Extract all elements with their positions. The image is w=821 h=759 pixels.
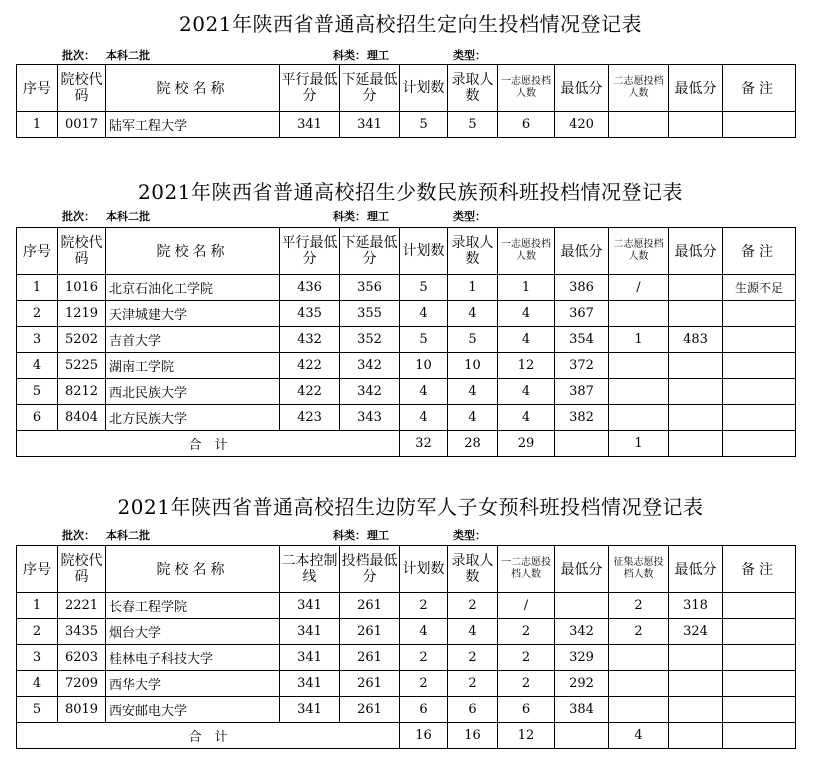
score-a-cell: 341 — [280, 619, 340, 645]
plan-cell: 5 — [400, 327, 448, 353]
school-name-cell: 西安邮电大学 — [106, 697, 280, 723]
total-min-score-2 — [669, 431, 723, 457]
subject-label: 科类： — [333, 210, 366, 223]
column-header-note: 备注 — [723, 65, 796, 112]
code-cell: 5202 — [58, 327, 106, 353]
school-name-cell: 陆军工程大学 — [106, 112, 280, 138]
min-score-1-cell: 342 — [555, 619, 609, 645]
admit-cell: 6 — [448, 697, 498, 723]
first-choice-cell: 2 — [498, 671, 555, 697]
score-b-cell: 352 — [340, 327, 400, 353]
column-header-admit: 录取人数 — [448, 65, 498, 112]
school-name-cell: 西北民族大学 — [106, 379, 280, 405]
code-cell: 2221 — [58, 593, 106, 619]
column-header-plan: 计划数 — [400, 228, 448, 275]
min-score-2-cell — [669, 671, 723, 697]
code-cell: 1016 — [58, 275, 106, 301]
plan-cell: 2 — [400, 671, 448, 697]
total-first-choice: 29 — [498, 431, 555, 457]
type-label: 类型： — [453, 49, 486, 62]
column-header-second: 二志愿投档人数 — [609, 65, 669, 112]
min-score-2-cell: 324 — [669, 619, 723, 645]
note-cell — [723, 671, 796, 697]
min-score-1-cell — [555, 593, 609, 619]
seq-cell: 4 — [17, 671, 58, 697]
min-score-2-cell — [669, 405, 723, 431]
min-score-1-cell: 386 — [555, 275, 609, 301]
batch-label: 批次： — [62, 529, 95, 542]
min-score-1-cell: 292 — [555, 671, 609, 697]
admit-cell: 4 — [448, 619, 498, 645]
column-header-seq: 序号 — [17, 65, 58, 112]
admit-cell: 2 — [448, 671, 498, 697]
batch-value: 本科二批 — [106, 529, 150, 542]
subject-label: 科类： — [333, 49, 366, 62]
column-header-second: 二志愿投档人数 — [609, 228, 669, 275]
total-label: 合 计 — [17, 723, 400, 749]
plan-cell: 2 — [400, 645, 448, 671]
subject-value: 理工 — [367, 529, 389, 542]
min-score-2-cell: 483 — [669, 327, 723, 353]
plan-cell: 6 — [400, 697, 448, 723]
table-title: 2021年陕西省普通高校招生定向生投档情况登记表 — [179, 12, 642, 36]
school-name-cell: 天津城建大学 — [106, 301, 280, 327]
seq-cell: 3 — [17, 327, 58, 353]
admit-cell: 4 — [448, 405, 498, 431]
table-title: 2021年陕西省普通高校招生边防军人子女预科班投档情况登记表 — [117, 495, 704, 519]
plan-cell: 4 — [400, 379, 448, 405]
admission-table — [16, 227, 796, 457]
code-cell: 6203 — [58, 645, 106, 671]
plan-cell: 10 — [400, 353, 448, 379]
admit-cell: 4 — [448, 379, 498, 405]
column-header-code: 院校代码 — [58, 228, 106, 275]
score-b-cell: 261 — [340, 619, 400, 645]
column-header-c4: 平行最低分 — [280, 228, 340, 275]
column-header-plan: 计划数 — [400, 546, 448, 593]
subject-label: 科类： — [333, 529, 366, 542]
total-note — [723, 431, 796, 457]
admit-cell: 5 — [448, 327, 498, 353]
min-score-2-cell — [669, 275, 723, 301]
admission-table — [16, 64, 796, 138]
total-note — [723, 723, 796, 749]
seq-cell: 1 — [17, 275, 58, 301]
code-cell: 5225 — [58, 353, 106, 379]
total-min-score-2 — [669, 723, 723, 749]
note-cell — [723, 619, 796, 645]
note-cell — [723, 645, 796, 671]
table-row — [17, 645, 796, 671]
code-cell: 8019 — [58, 697, 106, 723]
column-header-name: 院校名称 — [106, 228, 280, 275]
second-choice-cell — [609, 301, 669, 327]
seq-cell: 1 — [17, 593, 58, 619]
seq-cell: 4 — [17, 353, 58, 379]
admit-cell: 5 — [448, 112, 498, 138]
score-b-cell: 261 — [340, 593, 400, 619]
column-header-plan: 计划数 — [400, 65, 448, 112]
min-score-2-cell — [669, 301, 723, 327]
table-title: 2021年陕西省普通高校招生少数民族预科班投档情况登记表 — [138, 180, 683, 204]
seq-cell: 3 — [17, 645, 58, 671]
total-first-choice: 12 — [498, 723, 555, 749]
plan-cell: 5 — [400, 112, 448, 138]
score-a-cell: 423 — [280, 405, 340, 431]
score-b-cell: 343 — [340, 405, 400, 431]
total-row — [17, 431, 796, 457]
admission-table — [16, 545, 796, 749]
score-b-cell: 342 — [340, 353, 400, 379]
column-header-note: 备注 — [723, 228, 796, 275]
min-score-2-cell — [669, 112, 723, 138]
score-a-cell: 422 — [280, 379, 340, 405]
total-admit: 28 — [448, 431, 498, 457]
admit-cell: 2 — [448, 593, 498, 619]
header-row — [17, 228, 796, 275]
seq-cell: 5 — [17, 697, 58, 723]
first-choice-cell: 6 — [498, 697, 555, 723]
second-choice-cell — [609, 353, 669, 379]
table-row — [17, 301, 796, 327]
code-cell: 3435 — [58, 619, 106, 645]
note-cell — [723, 593, 796, 619]
first-choice-cell: 2 — [498, 645, 555, 671]
seq-cell: 5 — [17, 379, 58, 405]
table-row — [17, 593, 796, 619]
second-choice-cell — [609, 405, 669, 431]
school-name-cell: 北方民族大学 — [106, 405, 280, 431]
column-header-c4: 二本控制线 — [280, 546, 340, 593]
note-cell — [723, 112, 796, 138]
table-row — [17, 353, 796, 379]
subject-value: 理工 — [367, 210, 389, 223]
total-label: 合 计 — [17, 431, 400, 457]
min-score-2-cell: 318 — [669, 593, 723, 619]
plan-cell: 4 — [400, 301, 448, 327]
min-score-1-cell: 367 — [555, 301, 609, 327]
column-header-min1: 最低分 — [555, 65, 609, 112]
seq-cell: 2 — [17, 619, 58, 645]
code-cell: 0017 — [58, 112, 106, 138]
admit-cell: 10 — [448, 353, 498, 379]
table-row — [17, 327, 796, 353]
min-score-2-cell — [669, 353, 723, 379]
batch-value: 本科二批 — [106, 210, 150, 223]
school-name-cell: 烟台大学 — [106, 619, 280, 645]
column-header-c5: 投档最低分 — [340, 546, 400, 593]
total-second-choice: 1 — [609, 431, 669, 457]
score-a-cell: 432 — [280, 327, 340, 353]
column-header-note: 备注 — [723, 546, 796, 593]
second-choice-cell — [609, 379, 669, 405]
total-plan: 16 — [400, 723, 448, 749]
code-cell: 1219 — [58, 301, 106, 327]
score-b-cell: 261 — [340, 645, 400, 671]
plan-cell: 2 — [400, 593, 448, 619]
score-a-cell: 435 — [280, 301, 340, 327]
code-cell: 8404 — [58, 405, 106, 431]
admit-cell: 4 — [448, 301, 498, 327]
note-cell — [723, 697, 796, 723]
table-row — [17, 379, 796, 405]
second-choice-cell — [609, 112, 669, 138]
note-cell — [723, 353, 796, 379]
header-row — [17, 65, 796, 112]
column-header-seq: 序号 — [17, 546, 58, 593]
seq-cell: 1 — [17, 112, 58, 138]
second-choice-cell: 2 — [609, 619, 669, 645]
first-choice-cell: 1 — [498, 275, 555, 301]
score-b-cell: 356 — [340, 275, 400, 301]
score-a-cell: 436 — [280, 275, 340, 301]
score-b-cell: 341 — [340, 112, 400, 138]
note-cell — [723, 379, 796, 405]
first-choice-cell: / — [498, 593, 555, 619]
second-choice-cell — [609, 671, 669, 697]
total-min-score-1 — [555, 723, 609, 749]
first-choice-cell: 4 — [498, 405, 555, 431]
column-header-min2: 最低分 — [669, 546, 723, 593]
column-header-second: 征集志愿投档人数 — [609, 546, 669, 593]
school-name-cell: 北京石油化工学院 — [106, 275, 280, 301]
score-b-cell: 261 — [340, 671, 400, 697]
second-choice-cell: 2 — [609, 593, 669, 619]
score-a-cell: 422 — [280, 353, 340, 379]
admit-cell: 2 — [448, 645, 498, 671]
second-choice-cell — [609, 645, 669, 671]
note-cell — [723, 301, 796, 327]
score-b-cell: 342 — [340, 379, 400, 405]
total-min-score-1 — [555, 431, 609, 457]
school-name-cell: 湖南工学院 — [106, 353, 280, 379]
column-header-admit: 录取人数 — [448, 546, 498, 593]
min-score-1-cell: 372 — [555, 353, 609, 379]
column-header-min1: 最低分 — [555, 546, 609, 593]
school-name-cell: 桂林电子科技大学 — [106, 645, 280, 671]
min-score-1-cell: 420 — [555, 112, 609, 138]
total-admit: 16 — [448, 723, 498, 749]
column-header-c5: 下延最低分 — [340, 228, 400, 275]
score-a-cell: 341 — [280, 697, 340, 723]
min-score-1-cell: 354 — [555, 327, 609, 353]
table-row — [17, 697, 796, 723]
column-header-min1: 最低分 — [555, 228, 609, 275]
column-header-c4: 平行最低分 — [280, 65, 340, 112]
score-b-cell: 261 — [340, 697, 400, 723]
school-name-cell: 长春工程学院 — [106, 593, 280, 619]
column-header-admit: 录取人数 — [448, 228, 498, 275]
column-header-first: 一二志愿投档人数 — [498, 546, 555, 593]
first-choice-cell: 4 — [498, 379, 555, 405]
score-a-cell: 341 — [280, 112, 340, 138]
second-choice-cell — [609, 697, 669, 723]
column-header-c5: 下延最低分 — [340, 65, 400, 112]
table-row — [17, 112, 796, 138]
note-cell: 生源不足 — [723, 275, 796, 301]
table-row — [17, 619, 796, 645]
header-row — [17, 546, 796, 593]
column-header-code: 院校代码 — [58, 65, 106, 112]
plan-cell: 5 — [400, 275, 448, 301]
min-score-1-cell: 384 — [555, 697, 609, 723]
batch-label: 批次： — [62, 210, 95, 223]
column-header-min2: 最低分 — [669, 228, 723, 275]
min-score-1-cell: 382 — [555, 405, 609, 431]
second-choice-cell: / — [609, 275, 669, 301]
column-header-min2: 最低分 — [669, 65, 723, 112]
code-cell: 7209 — [58, 671, 106, 697]
column-header-name: 院校名称 — [106, 65, 280, 112]
min-score-1-cell: 329 — [555, 645, 609, 671]
batch-label: 批次： — [62, 49, 95, 62]
total-plan: 32 — [400, 431, 448, 457]
first-choice-cell: 12 — [498, 353, 555, 379]
min-score-2-cell — [669, 379, 723, 405]
column-header-name: 院校名称 — [106, 546, 280, 593]
type-label: 类型： — [453, 529, 486, 542]
min-score-2-cell — [669, 645, 723, 671]
table-row — [17, 671, 796, 697]
table-row — [17, 275, 796, 301]
school-name-cell: 吉首大学 — [106, 327, 280, 353]
batch-value: 本科二批 — [106, 49, 150, 62]
code-cell: 8212 — [58, 379, 106, 405]
type-label: 类型： — [453, 210, 486, 223]
column-header-seq: 序号 — [17, 228, 58, 275]
score-b-cell: 355 — [340, 301, 400, 327]
second-choice-cell: 1 — [609, 327, 669, 353]
first-choice-cell: 4 — [498, 301, 555, 327]
column-header-first: 一志愿投档人数 — [498, 228, 555, 275]
first-choice-cell: 2 — [498, 619, 555, 645]
school-name-cell: 西华大学 — [106, 671, 280, 697]
seq-cell: 6 — [17, 405, 58, 431]
score-a-cell: 341 — [280, 593, 340, 619]
plan-cell: 4 — [400, 405, 448, 431]
column-header-first: 一志愿投档人数 — [498, 65, 555, 112]
plan-cell: 4 — [400, 619, 448, 645]
total-row — [17, 723, 796, 749]
min-score-2-cell — [669, 697, 723, 723]
total-second-choice: 4 — [609, 723, 669, 749]
note-cell — [723, 405, 796, 431]
note-cell — [723, 327, 796, 353]
first-choice-cell: 4 — [498, 327, 555, 353]
subject-value: 理工 — [367, 49, 389, 62]
score-a-cell: 341 — [280, 645, 340, 671]
table-row — [17, 405, 796, 431]
seq-cell: 2 — [17, 301, 58, 327]
min-score-1-cell: 387 — [555, 379, 609, 405]
first-choice-cell: 6 — [498, 112, 555, 138]
column-header-code: 院校代码 — [58, 546, 106, 593]
admit-cell: 1 — [448, 275, 498, 301]
score-a-cell: 341 — [280, 671, 340, 697]
